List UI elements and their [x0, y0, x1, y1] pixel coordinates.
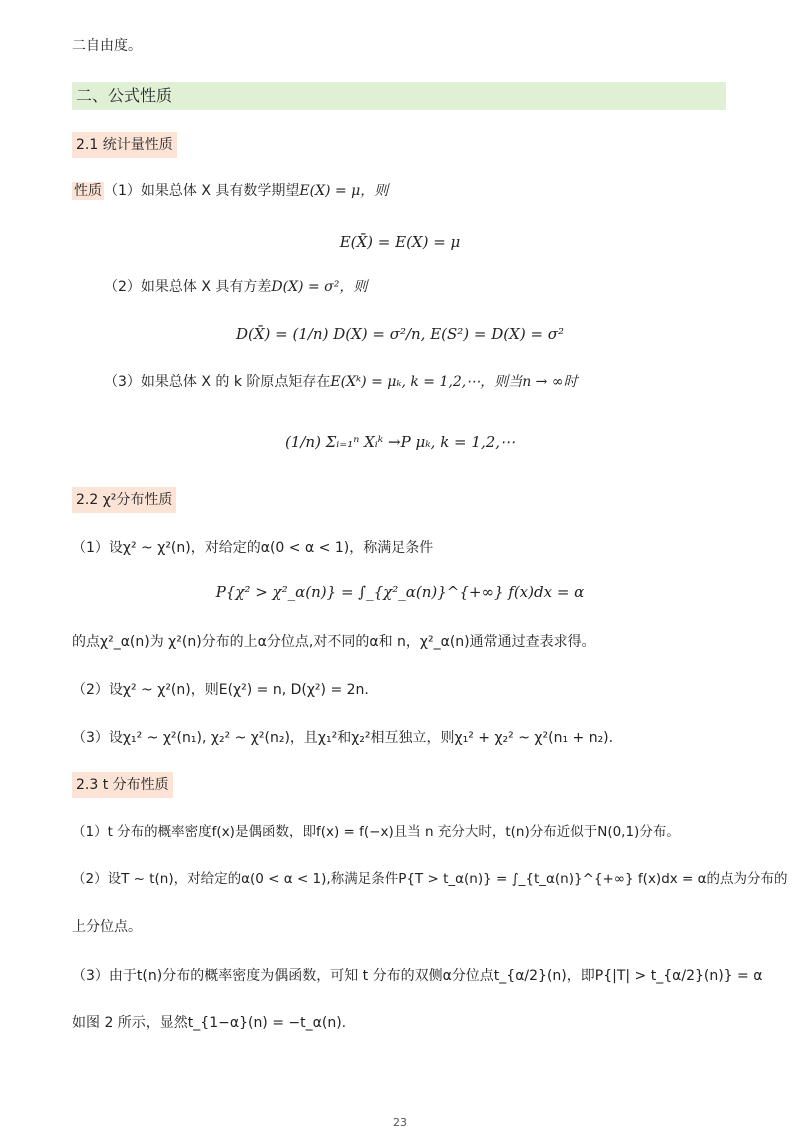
- formula-variance: D(X̄) = (1/n) D(X) = σ²/n, E(S²) = D(X) = σ²: [235, 325, 565, 343]
- subsection-title-2-3: 2.3 t 分布性质: [72, 772, 173, 798]
- property-3-text: （3）如果总体 X 的 k 阶原点矩存在: [104, 374, 331, 390]
- property-2-text: （2）如果总体 X 具有方差: [104, 279, 272, 295]
- property-label: 性质: [74, 183, 102, 199]
- property-1-text: （1）如果总体 X 具有数学期望: [104, 183, 300, 199]
- intro-text: 二自由度。: [72, 38, 142, 54]
- t-dist-2: （2）设T ~ t(n)，对给定的α(0 < α < 1),称满足条件P{T > t_α(n)} = ∫_{t_α(n)}^{+∞} f(x)dx = α的点为分布的: [72, 871, 788, 887]
- property-3-formula: E(Xᵏ) = μₖ, k = 1,2,⋯，则当n → ∞时: [330, 374, 578, 390]
- chi-square-3: （3）设χ₁² ~ χ²(n₁), χ₂² ~ χ²(n₂)，且χ₁²和χ₂²相互独立，则χ₁² + χ₂² ~ χ²(n₁ + n₂).: [72, 730, 614, 746]
- t-dist-3: （3）由于t(n)分布的概率密度为偶函数，可知 t 分布的双侧α分位点t_{α/2}(n)，即P{|T| > t_{α/2}(n)} = α: [72, 968, 763, 984]
- property-2-formula: D(X) = σ²，则: [271, 279, 368, 295]
- property-3-line: [104, 372, 578, 392]
- property-2-line: [104, 277, 367, 297]
- formula-chi-square-quantile: P{χ² > χ²_α(n)} = ∫_{χ²_α(n)}^{+∞} f(x)dx = α: [215, 583, 585, 601]
- section-title: 二、公式性质: [72, 82, 726, 110]
- t-dist-1: （1）t 分布的概率密度f(x)是偶函数，即f(x) = f(−x)且当 n 充分大时，t(n)分布近似于N(0,1)分布。: [72, 824, 680, 840]
- subsection-title-2-1: 2.1 统计量性质: [72, 132, 177, 158]
- property-1-line: [72, 181, 388, 201]
- t-dist-3b: 如图 2 所示，显然t_{1−α}(n) = −t_α(n).: [72, 1015, 347, 1031]
- page-number: 23: [393, 1116, 407, 1129]
- property-1-formula: E(X) = μ，则: [299, 183, 389, 199]
- subsection-title-2-2: 2.2 χ²分布性质: [72, 487, 176, 513]
- chi-square-2: （2）设χ² ~ χ²(n)，则E(χ²) = n, D(χ²) = 2n.: [72, 682, 369, 698]
- t-dist-2b: 上分位点。: [72, 919, 142, 935]
- formula-expectation: E(X̄) = E(X) = μ: [339, 233, 461, 251]
- chi-square-1: （1）设χ² ~ χ²(n)，对给定的α(0 < α < 1)，称满足条件: [72, 540, 434, 556]
- formula-moment-convergence: (1/n) Σᵢ₌₁ⁿ Xᵢᵏ →P μₖ, k = 1,2,⋯: [284, 433, 516, 451]
- chi-square-1b: 的点χ²_α(n)为 χ²(n)分布的上α分位点,对不同的α和 n，χ²_α(n)通常通过查表求得。: [72, 634, 596, 650]
